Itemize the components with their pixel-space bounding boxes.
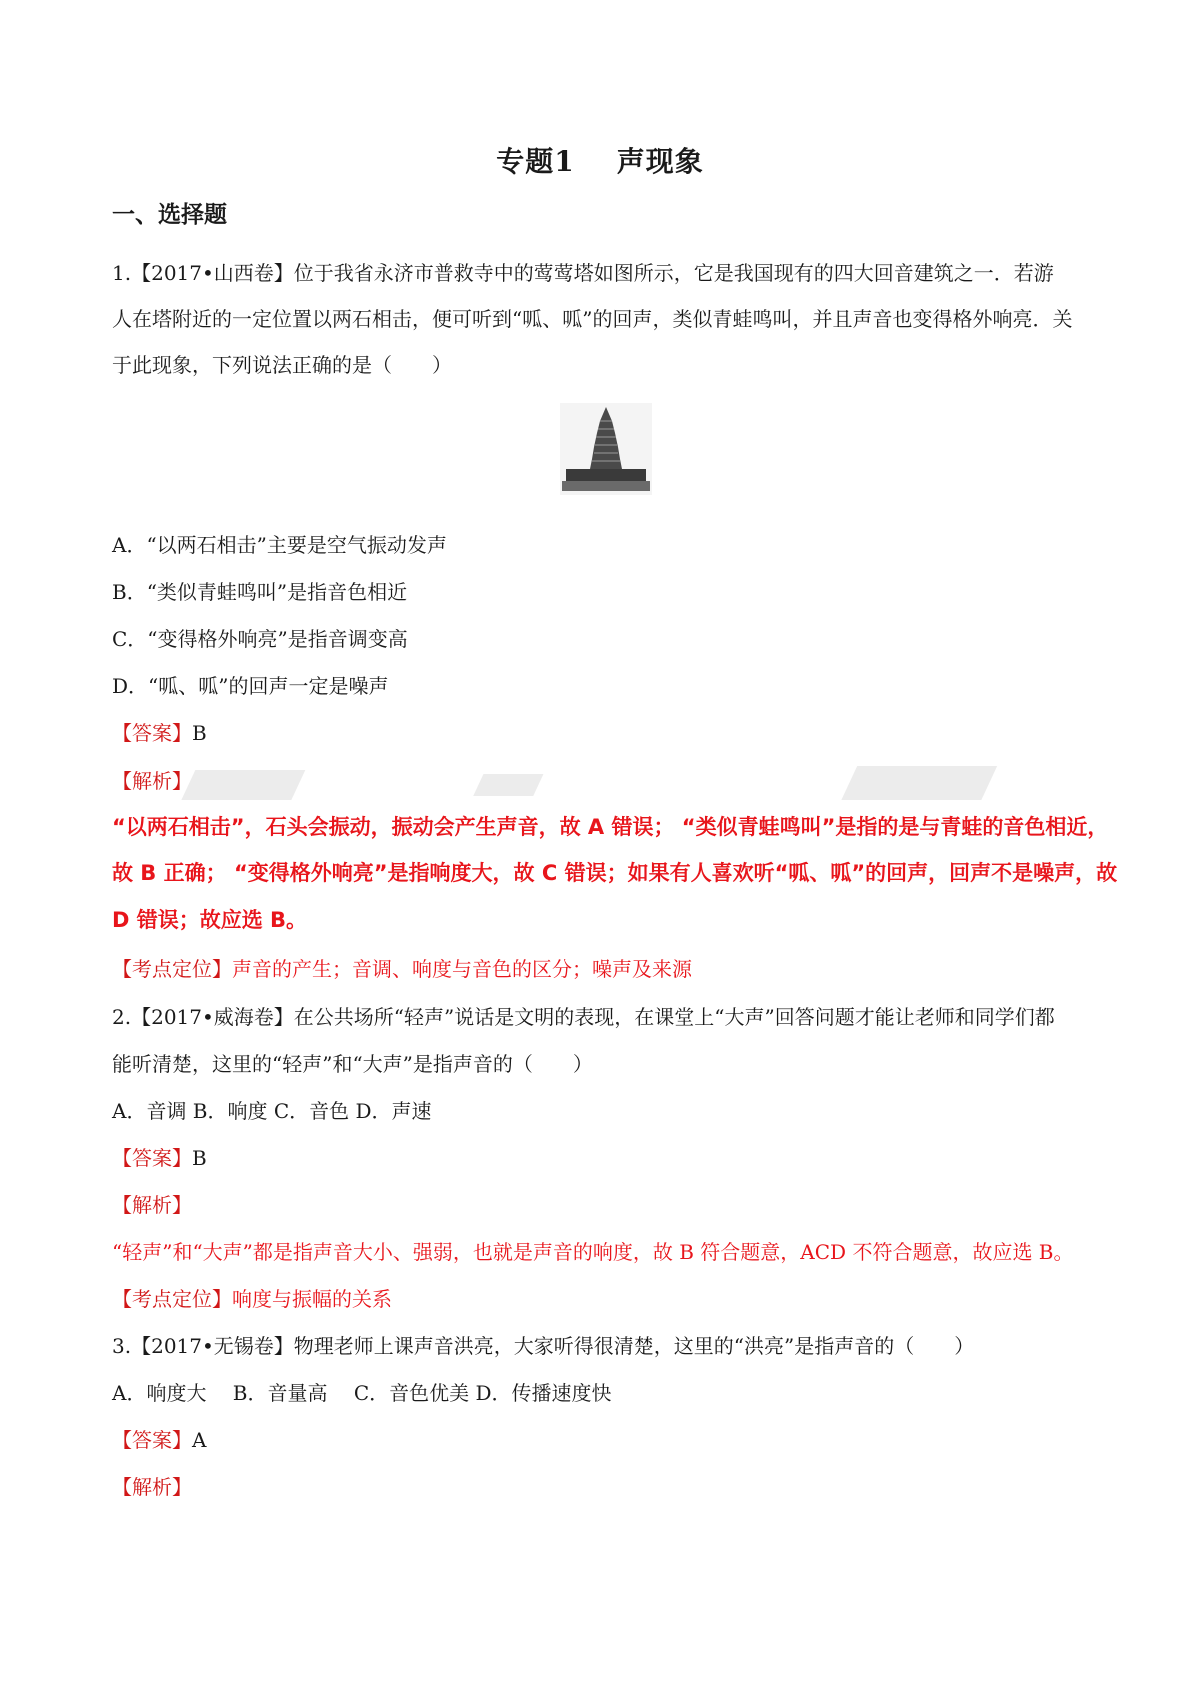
answer-value: B: [192, 1146, 207, 1170]
q3-source-tag: 【2017•无锡卷】: [131, 1334, 294, 1358]
q1-line-1: [112, 258, 1102, 288]
q1-option-b: B．“类似青蛙鸣叫”是指音色相近: [112, 580, 408, 604]
q1-stem-1: 位于我省永济市普救寺中的莺莺塔如图所示，它是我国现有的四大回音建筑之一．若游: [293, 261, 1054, 285]
title-topic-name: 声现象: [616, 145, 704, 178]
q1-line-2: 人在塔附近的一定位置以两石相击，便可听到“呱、呱”的回声，类似青蛙鸣叫，并且声音也变得格外响亮．关: [112, 307, 1073, 331]
q1-explanation-2: 故 B 正确； “变得格外响亮”是指响度大，故 C 错误；如果有人喜欢听“呱、呱”的回声，回声不是噪声，故: [112, 861, 1118, 885]
q2-knowledge-point: [112, 1284, 1102, 1314]
section-heading: 一、选择题: [112, 201, 227, 228]
q1-explanation-1: “以两石相击”，石头会振动，振动会产生声音，故 A 错误； “类似青蛙鸣叫”是指的是与青蛙的音色相近，: [112, 815, 1109, 839]
answer-label: 【答案】: [112, 1428, 192, 1452]
q1-knowledge-point: [112, 954, 1102, 984]
knowledge-point-value: 声音的产生；音调、响度与音色的区分；噪声及来源: [232, 957, 692, 981]
q1-explanation-label: 【解析】: [112, 769, 192, 793]
title-topic-number: 专题1: [496, 145, 575, 178]
q3-line-1: [112, 1331, 1102, 1361]
knowledge-point-value: 响度与振幅的关系: [232, 1287, 392, 1311]
q3-options: A．响度大 B．音量高 C．音色优美 D．传播速度快: [112, 1381, 612, 1405]
q2-explanation-label: 【解析】: [112, 1193, 192, 1217]
q3-explanation-label: 【解析】: [112, 1475, 192, 1499]
q1-answer: [112, 718, 1102, 748]
q2-stem-1: 在公共场所“轻声”说话是文明的表现，在课堂上“大声”回答问题才能让老师和同学们都: [293, 1005, 1055, 1029]
q1-option-c: C．“变得格外响亮”是指音调变高: [112, 627, 408, 651]
q1-source-tag: 【2017•山西卷】: [131, 261, 294, 285]
answer-label: 【答案】: [112, 1146, 192, 1170]
q2-explanation-1: “轻声”和“大声”都是指声音大小、强弱，也就是声音的响度，故 B 符合题意，ACD 不符合题意，故应选 B。: [112, 1240, 1074, 1264]
q3-number: 3.: [112, 1334, 132, 1358]
knowledge-point-label: 【考点定位】: [112, 1287, 232, 1311]
q3-stem-1: 物理老师上课声音洪亮，大家听得很清楚，这里的“洪亮”是指声音的（ ）: [293, 1334, 975, 1358]
q1-line-3: 于此现象，下列说法正确的是（ ）: [112, 353, 452, 377]
q2-line-2: 能听清楚，这里的“轻声”和“大声”是指声音的（ ）: [112, 1052, 593, 1076]
q1-option-d: D．“呱、呱”的回声一定是噪声: [112, 674, 389, 698]
q2-source-tag: 【2017•威海卷】: [131, 1005, 294, 1029]
knowledge-point-label: 【考点定位】: [112, 957, 232, 981]
answer-value: A: [192, 1428, 207, 1452]
q1-option-a: A．“以两石相击”主要是空气振动发声: [112, 533, 447, 557]
q2-number: 2.: [112, 1005, 132, 1029]
q3-answer: [112, 1425, 1102, 1455]
q2-options: A．音调 B．响度 C．音色 D．声速: [112, 1099, 432, 1123]
q1-explanation-3: D 错误；故应选 B。: [112, 908, 308, 932]
q2-line-1: [112, 1002, 1102, 1032]
page-title: [0, 140, 1200, 180]
q2-answer: [112, 1143, 1102, 1173]
answer-label: 【答案】: [112, 721, 192, 745]
answer-value: B: [192, 721, 207, 745]
pagoda-tower-image: [560, 403, 652, 495]
q1-number: 1.: [112, 261, 132, 285]
